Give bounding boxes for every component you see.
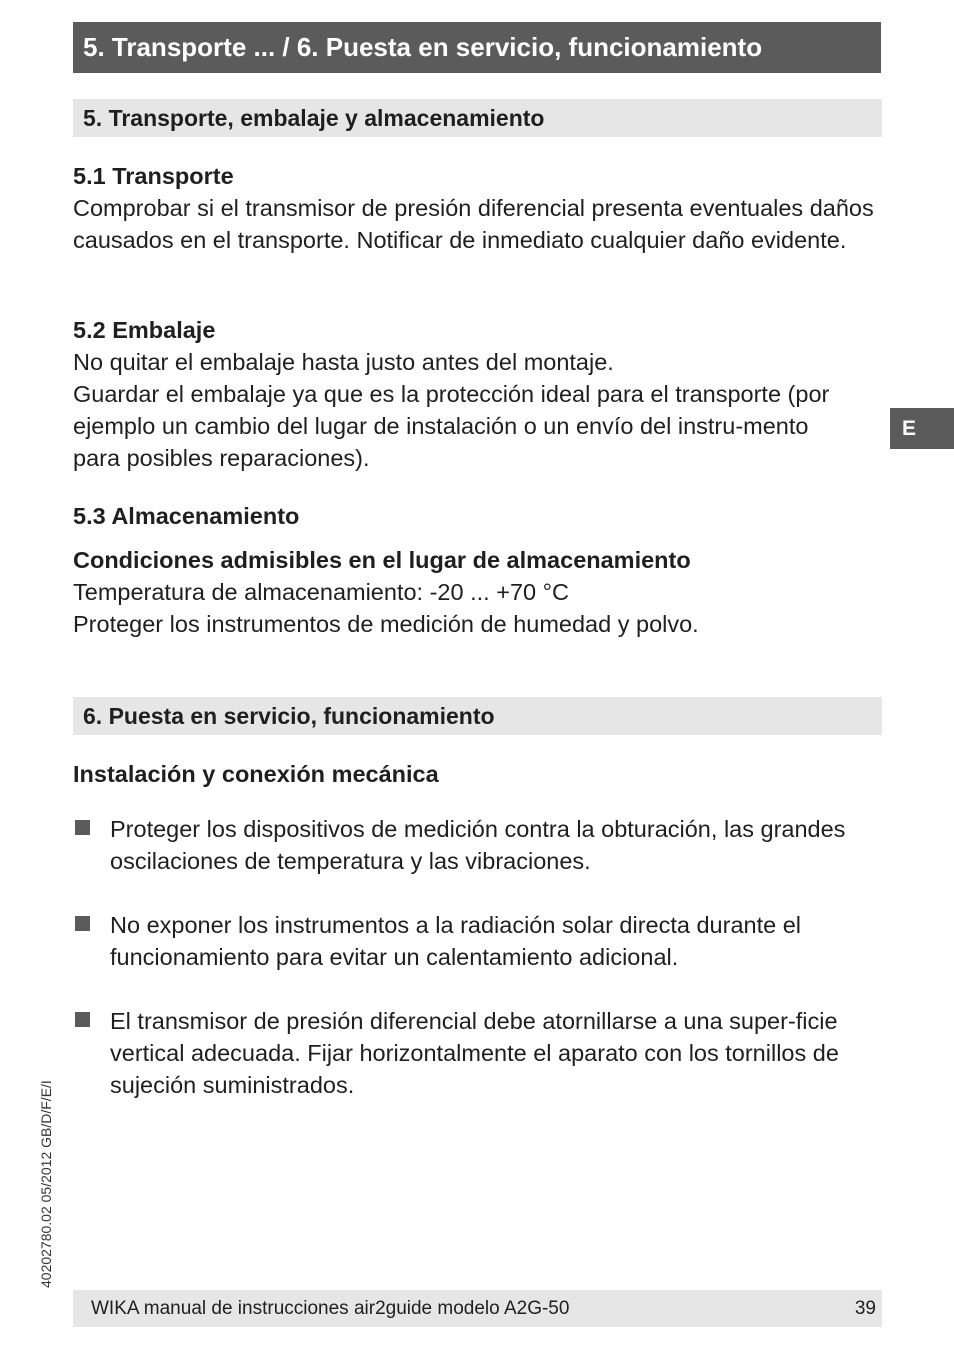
page-number: 39 xyxy=(854,1298,876,1319)
document-code: 40202780.02 05/2012 GB/D/F/E/I xyxy=(38,1080,54,1288)
embalaje-line-2: Guardar el embalaje ya que es la protección ideal para el transporte (por ejemplo un cambio del lugar de instalación o un envío del instru-mento para posibles reparaciones). xyxy=(73,381,830,471)
almacenamiento-heading: 5.3 Almacenamiento xyxy=(73,503,300,529)
instalacion-subheading: Instalación y conexión mecánica xyxy=(73,761,439,787)
embalaje-heading: 5.2 Embalaje xyxy=(73,317,216,343)
chapter-header xyxy=(73,22,881,73)
bullet-square-icon xyxy=(75,916,90,931)
transporte-heading: 5.1 Transporte xyxy=(73,163,234,189)
almacenamiento-line-2: Proteger los instrumentos de medición de humedad y polvo. xyxy=(73,611,699,637)
section-6-title: 6. Puesta en servicio, funcionamiento xyxy=(83,703,495,729)
section-5-header xyxy=(73,99,882,137)
almacenamiento-line-1: Temperatura de almacenamiento: -20 ... +70 °C xyxy=(73,579,569,605)
almacenamiento-block xyxy=(73,500,883,640)
bullet-text: Proteger los dispositivos de medición contra la obturación, las grandes oscilaciones de temperatura y las vibraciones. xyxy=(110,816,846,874)
bullet-text: El transmisor de presión diferencial debe atornillarse a una super-ficie vertical adecuada. Fijar horizontalmente el aparato con los tornillos de sujeción suministrados. xyxy=(110,1008,839,1098)
bullet-square-icon xyxy=(75,1012,90,1027)
transporte-text: Comprobar si el transmisor de presión diferencial presenta eventuales daños causados en el transporte. Notificar de inmediato cualquier daño evidente. xyxy=(73,195,874,253)
page-footer xyxy=(73,1290,882,1327)
section-6-header xyxy=(73,697,882,735)
footer-text: WIKA manual de instrucciones air2guide modelo A2G-50 xyxy=(91,1298,570,1319)
chapter-title: 5. Transporte ... / 6. Puesta en servicio, funcionamiento xyxy=(83,32,763,62)
embalaje-line-1: No quitar el embalaje hasta justo antes del montaje. xyxy=(73,349,614,375)
section-5-title: 5. Transporte, embalaje y almacenamiento xyxy=(83,105,545,131)
almacenamiento-subheading: Condiciones admisibles en el lugar de almacenamiento xyxy=(73,547,691,573)
instalacion-block xyxy=(73,758,883,790)
bullet-square-icon xyxy=(75,820,90,835)
bullet-text: No exponer los instrumentos a la radiación solar directa durante el funcionamiento para evitar un calentamiento adicional. xyxy=(110,912,802,970)
language-tab xyxy=(890,408,954,449)
language-tab-label: E xyxy=(902,417,917,440)
embalaje-block xyxy=(73,314,883,474)
transporte-block xyxy=(73,160,883,256)
